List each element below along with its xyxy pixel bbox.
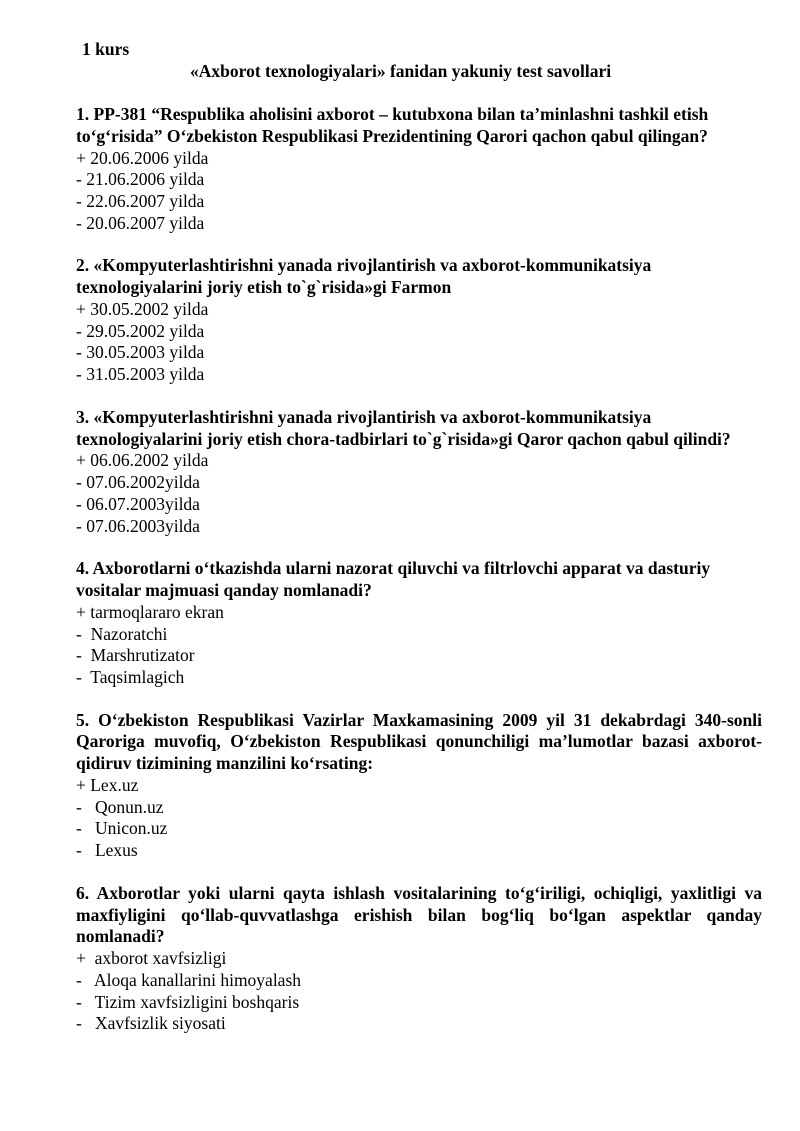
answer-option: - Qonun.uz: [76, 796, 164, 817]
answer-option: + Lex.uz: [76, 775, 139, 796]
answer-option: - Unicon.uz: [76, 818, 168, 839]
question-4: [76, 558, 762, 688]
question-2: [76, 255, 762, 385]
question-text: 4. Axborotlarni o‘tkazishda ularni nazorat qiluvchi va filtrlovchi apparat va dasturiy vositalar majmuasi qanday nomlanadi?: [76, 558, 711, 601]
answer-option: - 31.05.2003 yilda: [76, 364, 205, 385]
question-text: 3. «Kompyuterlashtirishni yanada rivojlantirish va axborot-kommunikatsiya texnologiyalarini joriy etish chora-tadbirlari to`g`risida»gi Qaror qachon qabul qilindi?: [76, 406, 731, 449]
answer-option: + axborot xavfsizligi: [76, 948, 227, 969]
question-6: [76, 883, 762, 1035]
answer-list: [76, 602, 762, 689]
question-text: 1. PP-381 “Respublika aholisini axborot – kutubxona bilan ta’minlashni tashkil etish to‘g‘risida” O‘zbekiston Respublikasi Prezidentining Qarori qachon qabul qilingan?: [76, 104, 709, 146]
answer-option: + 30.05.2002 yilda: [76, 299, 209, 319]
document-page: [76, 38, 762, 1035]
answer-option: - Tizim xavfsizligini boshqaris: [76, 991, 300, 1012]
document-title: «Axborot texnologiyalari» fanidan yakuniy test savollari: [190, 61, 612, 81]
answer-list: [76, 148, 762, 235]
answer-option: - Taqsimlagich: [76, 666, 185, 687]
question-text: 6. Axborotlar yoki ularni qayta ishlash vositalarining to‘g‘iriligi, ochiqligi, yaxlitligi va maxfiyligini qo‘llab-quvvatlashga erishish bilan bog‘liq bo‘lgan aspektlar qanday nomlanadi?: [76, 882, 762, 947]
answer-option: - 29.05.2002 yilda: [76, 320, 205, 341]
answer-option: - 20.06.2007 yilda: [76, 212, 205, 233]
question-3: [76, 407, 762, 537]
question-1: [76, 104, 762, 234]
question-text: 5. O‘zbekiston Respublikasi Vazirlar Maxkamasining 2009 yil 31 dekabrdagi 340-sonli Qaroriga muvofiq, O‘zbekiston Respublikasi qonunchiligi ma’lumotlar bazasi axborot- qidiruv tizimining manzilini ko‘rsating:: [76, 709, 762, 774]
answer-list: [76, 299, 762, 386]
question-5: [76, 710, 762, 862]
answer-option: - 07.06.2003yilda: [76, 515, 200, 536]
course-label: 1 kurs: [82, 39, 130, 59]
answer-option: - Lexus: [76, 840, 138, 861]
answer-option: - Aloqa kanallarini himoyalash: [76, 969, 302, 990]
answer-list: [76, 948, 762, 1035]
answer-option: + 20.06.2006 yilda: [76, 147, 209, 168]
answer-option: - 21.06.2006 yilda: [76, 169, 205, 190]
question-text: 2. «Kompyuterlashtirishni yanada rivojlantirish va axborot-kommunikatsiya texnologiyalarini joriy etish to`g`risida»gi Farmon: [76, 255, 652, 298]
answer-option: - 30.05.2003 yilda: [76, 342, 205, 363]
answer-option: - 07.06.2002yilda: [76, 472, 200, 493]
answer-option: - Marshrutizator: [76, 645, 195, 666]
answer-list: [76, 775, 762, 862]
answer-option: - 06.07.2003yilda: [76, 493, 200, 514]
answer-list: [76, 450, 762, 537]
answer-option: - 22.06.2007 yilda: [76, 191, 205, 211]
answer-option: + 06.06.2002 yilda: [76, 450, 209, 471]
answer-option: - Xavfsizlik siyosati: [76, 1013, 226, 1034]
answer-option: - Nazoratchi: [76, 623, 168, 644]
answer-option: + tarmoqlararo ekran: [76, 601, 224, 622]
